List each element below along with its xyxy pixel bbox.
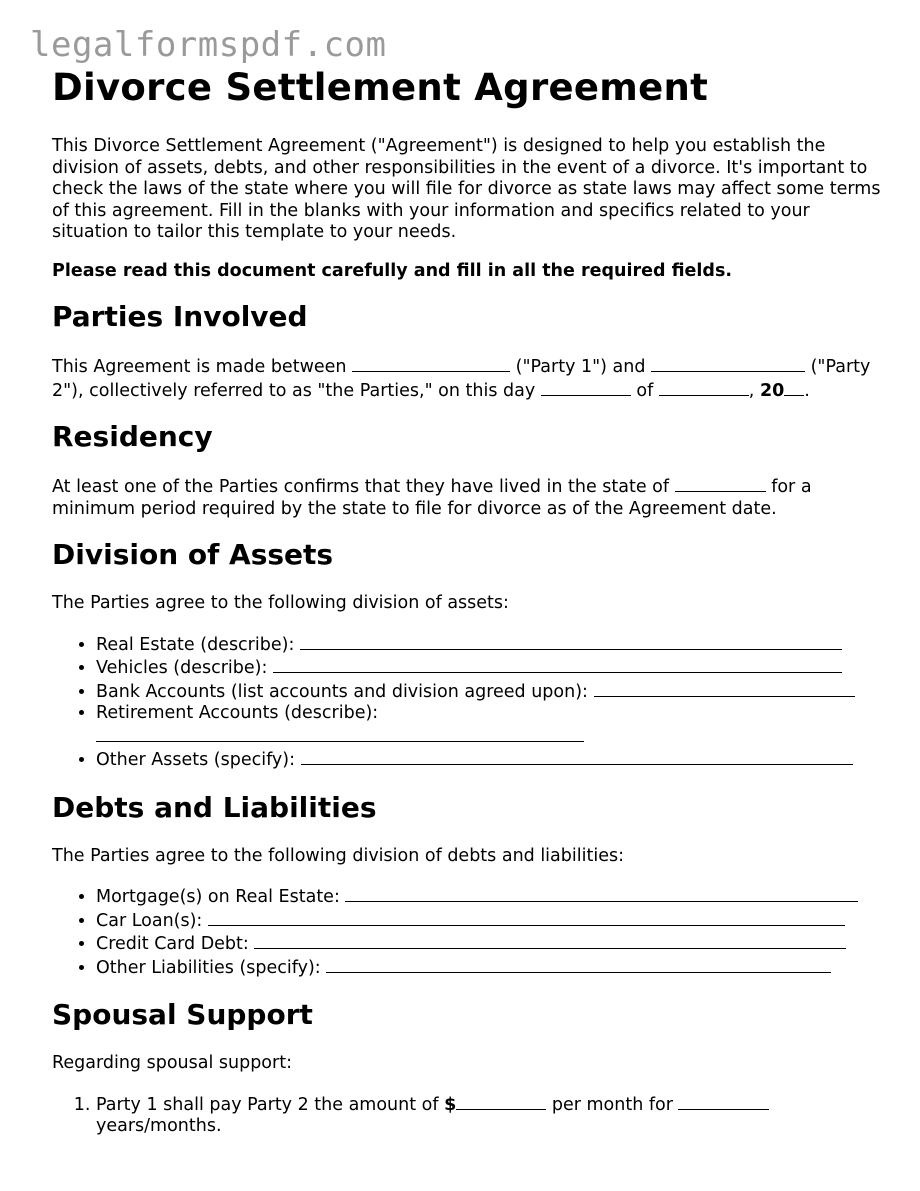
party2-name-field[interactable] xyxy=(651,355,805,372)
bank-accounts-field[interactable] xyxy=(594,680,855,697)
document xyxy=(52,66,882,1157)
assets-intro: The Parties agree to the following division of assets: xyxy=(52,593,509,613)
residency-paragraph: At least one of the Parties confirms that they have lived in the state of for a minimum period required by the state to file for divorce as of the Agreement date. xyxy=(52,477,812,519)
list-item: • Car Loan(s): xyxy=(96,909,882,933)
real-estate-field[interactable] xyxy=(300,633,842,650)
car-loan-field[interactable] xyxy=(208,909,845,926)
debts-intro: The Parties agree to the following division of debts and liabilities: xyxy=(52,845,624,866)
mortgage-field[interactable] xyxy=(345,885,858,902)
other-assets-field[interactable] xyxy=(301,748,853,765)
list-item: • Other Liabilities (specify): xyxy=(96,956,882,980)
support-list xyxy=(52,1093,882,1138)
agreement-day-field[interactable] xyxy=(541,379,631,396)
parties-paragraph: This Agreement is made between ("Party 1") and ("Party 2"), collectively referred to as "the Parties," on this day of , 20 . xyxy=(52,357,871,401)
site-watermark: legalformspdf.com xyxy=(30,25,387,65)
support-heading: Spousal Support xyxy=(52,998,313,1031)
list-item: • Bank Accounts (list accounts and division agreed upon): xyxy=(96,680,882,704)
assets-heading: Division of Assets xyxy=(52,538,334,571)
intro-paragraph: This Divorce Settlement Agreement ("Agreement") is designed to help you establish the division of assets, debts, and other responsibilities in the event of a divorce. It's important to check the laws of the state where you will file for divorce as state laws may affect some terms of this agreement. Fill in the blanks with your information and specifics related to your situation to tailor this template to your needs. xyxy=(52,136,881,242)
list-item: • Retirement Accounts (describe): xyxy=(96,703,882,748)
parties-heading: Parties Involved xyxy=(52,300,308,333)
debts-heading: Debts and Liabilities xyxy=(52,790,377,824)
support-intro: Regarding spousal support: xyxy=(52,1053,292,1073)
agreement-year-field[interactable] xyxy=(784,379,804,396)
debts-list xyxy=(52,885,882,979)
list-item: • Real Estate (describe): xyxy=(96,633,882,657)
residency-state-field[interactable] xyxy=(675,475,766,492)
list-item: 1. Party 1 shall pay Party 2 the amount of $ per month for years/months. xyxy=(96,1093,882,1138)
list-item: • Vehicles (describe): xyxy=(96,656,882,680)
support-duration-field[interactable] xyxy=(678,1093,769,1110)
retirement-accounts-field[interactable] xyxy=(96,725,584,742)
other-liabilities-field[interactable] xyxy=(326,956,831,973)
agreement-month-field[interactable] xyxy=(659,379,749,396)
residency-heading: Residency xyxy=(52,420,213,453)
list-item: • Other Assets (specify): xyxy=(96,748,882,772)
assets-list xyxy=(52,633,882,772)
vehicles-field[interactable] xyxy=(273,656,842,673)
credit-card-debt-field[interactable] xyxy=(254,932,846,949)
list-item: • Credit Card Debt: xyxy=(96,932,882,956)
support-amount-field[interactable] xyxy=(456,1093,546,1110)
party1-name-field[interactable] xyxy=(352,355,510,372)
page-title: Divorce Settlement Agreement xyxy=(52,66,709,109)
notice-text: Please read this document carefully and fill in all the required fields. xyxy=(52,260,733,281)
list-item: • Mortgage(s) on Real Estate: xyxy=(96,885,882,909)
